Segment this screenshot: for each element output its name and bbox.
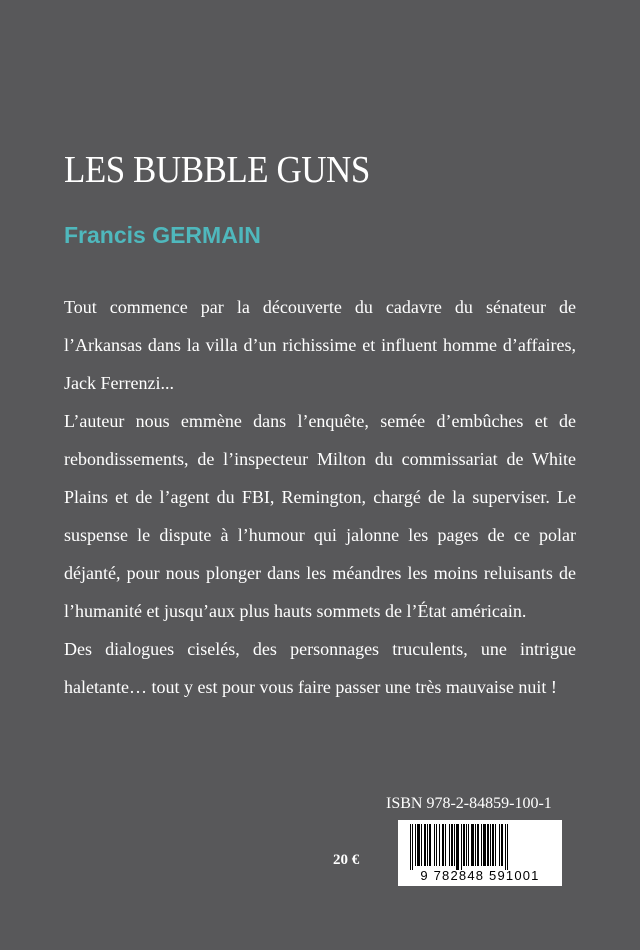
barcode-bar <box>471 824 474 866</box>
author-name: Francis GERMAIN <box>64 222 261 248</box>
blurb-paragraph-2: L’auteur nous emmène dans l’enquête, semée d’embûches et de rebondissements, de l’inspecteur Milton du commissariat de White Plains et de l’agent du FBI, Remington, chargé de la superviser. Le suspense le dispute à l’humour qui jalonne les pages de ce polar déjanté, pour nous plonger dans les méandres les moins reluisants de l’humanité et jusqu’aux plus hauts sommets de l’État américain. <box>64 411 576 621</box>
blurb-paragraph-1: Tout commence par la découverte du cadavre du sénateur de l’Arkansas dans la villa d’un richissime et influent homme d’affaires, Jack Ferrenzi... <box>64 297 576 393</box>
barcode-bar <box>439 824 440 866</box>
barcode-bar <box>424 824 426 866</box>
barcode-bar <box>451 824 453 866</box>
barcode-bar <box>495 824 496 866</box>
barcode-bar <box>487 824 489 866</box>
barcode-bar <box>434 824 435 866</box>
barcode-bar <box>412 824 413 870</box>
barcode-bar <box>507 824 508 870</box>
barcode-bar <box>442 824 444 866</box>
price-label: 20 € <box>333 852 360 868</box>
barcode-bar <box>481 824 482 866</box>
barcode-digits: 9 782848 591001 <box>420 868 540 883</box>
barcode-bar <box>445 824 446 866</box>
blurb-paragraph-3: Des dialogues ciselés, des personnages truculents, une intrigue haletante… tout y est pour vous faire passer une très mauvaise nuit ! <box>64 639 576 697</box>
barcode-bar <box>490 824 491 866</box>
barcode-bar <box>410 824 411 870</box>
barcode-bar <box>454 824 455 866</box>
barcode-bar <box>421 824 422 866</box>
barcode-bar <box>449 824 450 866</box>
isbn-number: ISBN 978-2-84859-100-1 <box>386 795 552 812</box>
barcode-bar <box>492 824 494 866</box>
barcode-bar <box>427 824 428 866</box>
barcode-bar <box>463 824 465 866</box>
barcode-bar <box>499 824 500 866</box>
barcode-bar <box>468 824 469 866</box>
barcode <box>398 820 562 886</box>
barcode-bar <box>477 824 479 866</box>
barcode-bar <box>436 824 437 866</box>
barcode-bar <box>429 824 431 866</box>
barcode-bar <box>415 824 416 866</box>
barcode-bar <box>505 824 506 870</box>
barcode-bar <box>417 824 420 866</box>
barcode-bar <box>483 824 486 866</box>
back-cover-blurb <box>64 288 576 706</box>
barcode-bar <box>466 824 467 866</box>
barcode-bar <box>475 824 476 866</box>
book-title: LES BUBBLE GUNS <box>64 149 370 191</box>
barcode-bar <box>501 824 503 866</box>
barcode-bar <box>461 824 462 870</box>
barcode-bar <box>456 824 459 870</box>
